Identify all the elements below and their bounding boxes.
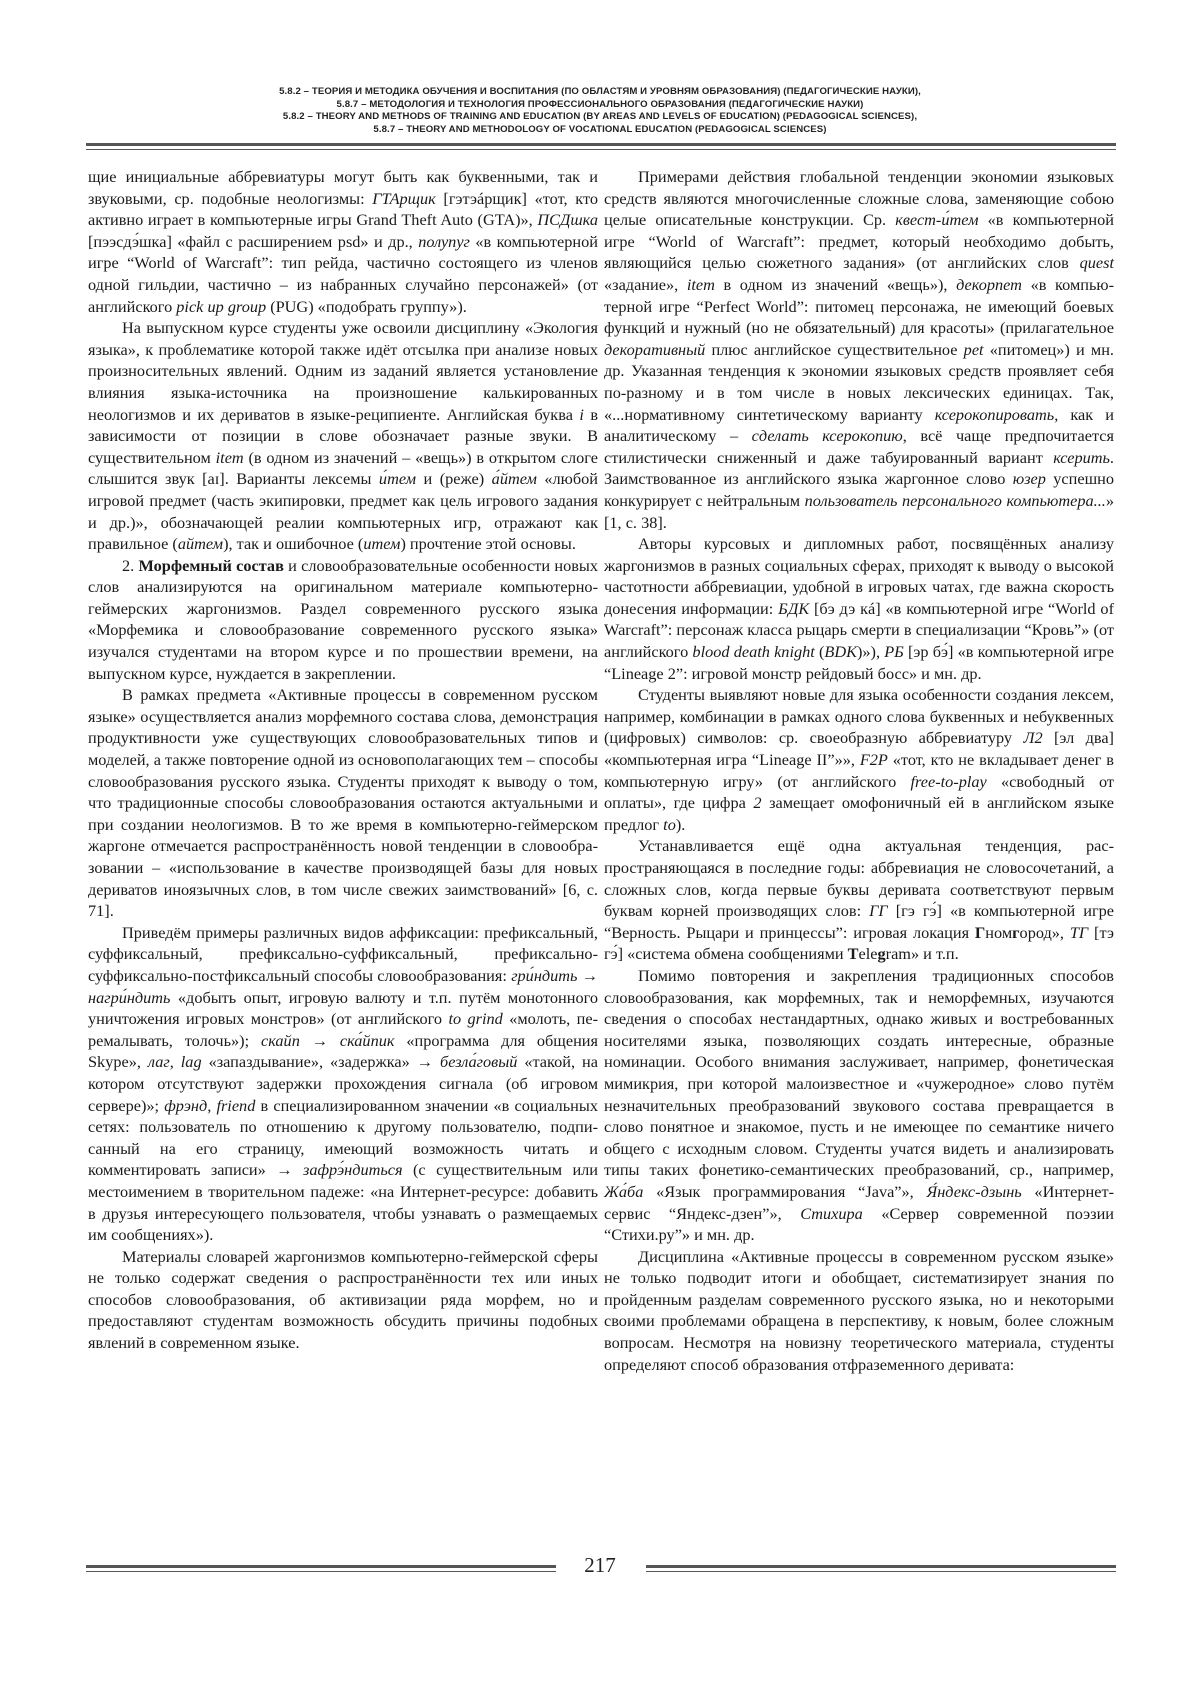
italic-term: БДК xyxy=(778,598,810,618)
text-run: ( xyxy=(814,642,825,662)
text-run: в одном из значений «вещь»), xyxy=(714,274,957,294)
paragraph xyxy=(604,835,1114,965)
bold-term: г xyxy=(1012,922,1020,942)
italic-term: BDK xyxy=(824,642,857,662)
text-run: в зависимости от позиции в слове обозначает разные звуки. В существительном xyxy=(88,404,599,467)
text-run: На выпускном курсе студенты уже освоили дисциплину «Экология языка», к проблематике которой также идёт отсылка при анализе новых произносительных явлений. Одним из заданий является установление влияния языка-источника на произношение калькированных неологизмов и их дериватов в языке-реципиенте. Английская буква xyxy=(88,318,598,424)
paragraph xyxy=(604,166,1114,533)
text-run: Помимо повторения и закрепления традиционных способов словообразования, как морфемных, так и неморфемных, изучаются сведения о способах нестандартных, однако живых и востребованных носителями языка, позволяющих создать интересные, образные номинации. Особого внимания заслуживает, например, фонетическая мимикрия, при которой малоизвестное и «чужеродное» слово путём незначительных преобразований звукового состава превращается в слово понятное и знакомое, пусть и не имеющее по семантике ничего общего с исходным словом. Студенты учатся видеть и анализировать типы таких фонетико-семантических преобразований, ср., например, xyxy=(604,965,1114,1180)
text-run: [бэ дэ кá] «в компьютерной игре “World of Warcraft”: персонаж класса рыцарь смерти в специализации “Кровь”» (от английского xyxy=(604,598,1114,662)
text-run: и (реже) xyxy=(416,469,492,489)
text-run: Студенты выявляют новые для языка особенности создания лексем, например, комбинации в рамках одного слова буквенных и небуквенных (цифровых) символов: ср. своеобразную аббревиатуру xyxy=(604,685,1114,748)
bold-term: T xyxy=(847,944,859,964)
footer-rule-right-thin xyxy=(646,1571,1116,1572)
text-run: «Язык программирования “Java”», xyxy=(643,1181,927,1201)
italic-term: квест-и́тем xyxy=(895,210,979,230)
italic-term: ПСДшка xyxy=(537,210,598,230)
italic-term: to grind xyxy=(448,1009,503,1029)
italic-term: лаг, lag xyxy=(147,1052,202,1072)
header-line-3: 5.8.2 – THEORY AND METHODS OF TRAINING AND EDUCATION (BY AREAS AND LEVELS OF EDUCATION) (PEDAGOGICAL SCIENCES), xyxy=(282,111,918,123)
header-line-2: 5.8.7 – МЕТОДОЛОГИЯ И ТЕХНОЛОГИЯ ПРОФЕССИОНАЛЬНОГО ОБРАЗОВАНИЯ (ПЕДАГОГИЧЕСКИЕ НАУКИ) xyxy=(336,98,864,110)
text-run: «задание», xyxy=(604,274,687,294)
italic-term: F2P xyxy=(859,750,888,770)
paragraph xyxy=(88,555,598,685)
text-run: , всё чаще предпочитается стилистически сниженный и даже табуированный вариант xyxy=(604,426,1114,467)
text-run: «такой, на котором отсутствуют задержки прохождения сигнала (об игровом сервере)»; xyxy=(88,1052,598,1115)
text-run: (в одном из значений – «вещь») в открытом слоге слышится звук [aɪ]. Варианты лексемы xyxy=(88,447,598,489)
text-run: «свободный от оплаты», где цифра xyxy=(604,771,1114,813)
italic-term: РБ xyxy=(884,642,904,662)
paragraph xyxy=(88,317,598,555)
italic-term: а́йтем xyxy=(491,469,537,489)
italic-term: безла́говый xyxy=(440,1052,518,1072)
text-run: Дисциплина «Активные процессы в современном русском языке» не только подводит итоги и обобщает, систематизирует знания по пройденным разделам современного русского языка, но и некоторыми своими проблемами обращена в перспективу, к новым, более сложным вопросам. Несмотря на новизну теоретического материала, студенты определяют способ образования отфраземенного деривата: xyxy=(604,1246,1114,1374)
running-header xyxy=(85,86,1115,136)
paragraph xyxy=(604,684,1114,835)
page-number: 217 xyxy=(584,1553,616,1577)
italic-term: зафрэ́ндиться xyxy=(302,1160,403,1180)
paragraph xyxy=(604,1246,1114,1376)
text-run: ram» и т.п. xyxy=(885,944,959,964)
text-run: «добыть опыт, игровую валюту и т.п. путём монотонного уничтожения игровых монстров» (от английского xyxy=(88,987,598,1029)
italic-term: скайп → ска́йпик xyxy=(260,1030,395,1050)
italic-term: item xyxy=(686,274,715,294)
text-run: «в компьютерной игре “World of Warcraft”: предмет, который необходимо добыть, являющийся целью сюжетного задания» (от английских слов xyxy=(604,210,1115,273)
italic-term: ксерить xyxy=(1053,447,1110,467)
italic-term: гри́ндить → нагри́ндить xyxy=(88,965,598,1007)
text-run: и словообразовательные особенности новых слов анализируются на оригинальном материале компьютерно-геймерских жаргонизмов. Раздел современного русского языка «Морфемика и словообразование современного русского языка» изучался студентами на втором курсе и по прошествии времени, на выпускном курсе, нуждается в закреплении. xyxy=(88,555,599,683)
footer-rule-right-thick xyxy=(646,1565,1116,1568)
text-run: ). xyxy=(675,814,686,834)
text-run: , как и аналитическому – xyxy=(604,404,1114,446)
text-run: щие инициальные аббревиатуры могут быть как буквенными, так и звуковыми, ср. подобные неологизмы: xyxy=(88,167,598,208)
right-column xyxy=(604,166,1114,1375)
italic-term: pet xyxy=(963,339,984,359)
paragraph xyxy=(88,1246,598,1354)
text-run: . Заимствованное из английского языка жаргонное слово xyxy=(604,447,1114,489)
bold-term: Г xyxy=(974,922,986,942)
text-run: [пээсдэ́шка] «файл с расширением psd» и др., xyxy=(88,231,419,251)
italic-term: item xyxy=(215,447,244,467)
text-run: ), так и ошибочное ( xyxy=(223,534,364,554)
paragraph xyxy=(604,965,1114,1246)
paragraph xyxy=(88,684,598,922)
text-run: (с существительным или местоимением в творительном падеже: «на Интернет-ресурсе: добавить в друзья интересующего пользователя, чтобы узнавать о размещаемых им сообщениях»). xyxy=(88,1160,598,1245)
italic-term: 2 xyxy=(753,793,762,813)
paragraph xyxy=(604,533,1114,684)
text-run: 2. xyxy=(122,555,139,575)
paragraph xyxy=(88,166,598,317)
header-rule-thick xyxy=(86,143,1116,146)
text-run: «любой игровой предмет (часть экипировки, предмет как цель игрового задания и др.)», обозначающей реалии компьютерных игр, отражают как правильное ( xyxy=(88,469,598,554)
italic-term: ГТАрщик xyxy=(372,188,436,208)
text-run: «Интернет-сервис “Яндекс-дзен”», xyxy=(604,1181,1114,1223)
italic-term: сделать ксерокопию xyxy=(751,426,903,446)
text-run: успешно конкурирует с нейтральным xyxy=(604,469,1114,510)
italic-term: фрэнд, friend xyxy=(164,1095,256,1115)
header-line-4: 5.8.7 – THEORY AND METHODOLOGY OF VOCATIONAL EDUCATION (PEDAGOGICAL SCIENCES) xyxy=(373,123,827,135)
text-run: [гэ гэ́] «в компьютерной игре “Верность. Рыцари и принцессы”: игровая локация xyxy=(604,901,1114,942)
italic-term: quest xyxy=(1079,253,1114,273)
italic-term: полупуг xyxy=(418,231,470,251)
text-run: «питомец») и мн. др. Указанная тенденция к экономии языковых средств проявляет себя по-разному и в том числе в новых лексических единицах. Так, «...нормативному синтетическому варианту xyxy=(604,339,1114,424)
bold-term: Морфемный состав xyxy=(138,555,284,575)
text-run: Авторы курсовых и дипломных работ, посвящённых анализу жаргонизмов в разных социальных сферах, приходят к выводу о высокой частотности аббревиации, удобной в игровых чатах, где важна скорость донесения информации: xyxy=(604,534,1114,618)
italic-term: ксерокопировать xyxy=(934,404,1055,424)
text-run: ) прочтение этой основы. xyxy=(400,534,576,554)
italic-term: i xyxy=(579,404,584,424)
italic-term: Л2 xyxy=(1023,728,1043,748)
italic-term: Стихира xyxy=(800,1203,863,1223)
text-run: В рамках предмета «Активные процессы в современном русском языке» осуществляется анализ морфемного состава слова, демонстрация продуктивности уже существующих словообразовательных типов и моделей, а также повторение одной из основополагающих тем – способы словообразования русского языка. Студенты приходят к выводу о том, что традиционные способы словообразования остаются актуальными и при создании неологизмов. В то же время в компьютерно-геймерском жаргоне отмечается распространённость новой тенденции в словообразовании – «использование в качестве производящей базы для новых дериватов иноязычных слов, в том числе свежих заимствований» [6, с. 71]. xyxy=(88,685,598,921)
text-run: )»), xyxy=(856,642,885,662)
italic-term: пользователь персонального компьютера... xyxy=(804,490,1106,510)
italic-term: Я́ндекс-дзынь xyxy=(926,1181,1022,1201)
italic-term: и́тем xyxy=(378,469,417,489)
italic-term: ГГ xyxy=(869,901,888,921)
left-column xyxy=(88,166,598,1354)
text-run: «программа для общения Skype», xyxy=(88,1030,598,1072)
italic-term: free-to-play xyxy=(910,771,987,791)
text-run: «тот, кто не вкладывает денег в компьютерную игру» (от английского xyxy=(604,750,1114,791)
italic-term: айтем xyxy=(177,534,224,554)
italic-term: pick up group xyxy=(176,296,267,316)
text-run: [гэтэáрщик] «тот, кто активно играет в компьютерные игры Grand Theft Auto (GTA)», xyxy=(88,188,598,230)
text-run: «в компьютерной игре “Perfect World”: питомец персонажа, не имеющий боевых функций и нужный (но не обязательный) для красоты» (прилагательное xyxy=(604,274,1114,338)
header-rule-thin xyxy=(86,149,1116,150)
italic-term: итем xyxy=(363,534,401,554)
text-run: » [1, с. 38]. xyxy=(604,490,1114,532)
text-run: [эл два] «компьютерная игра “Lineage II”»», xyxy=(604,728,1114,770)
text-run: Примерами действия глобальной тенденции экономии языковых средств являются многочисленные сложные слова, заменяющие собою целые описательные конструкции. Ср. xyxy=(604,167,1114,230)
text-run: (PUG) «подобрать группу»). xyxy=(266,296,467,316)
text-run: «в компьютерной игре “World of Warcraft”: тип рейда, частично состоящего из членов одной гильдии, частично – из набранных случайно персонажей» (от английского xyxy=(88,231,598,316)
italic-term: декорпет xyxy=(956,274,1022,294)
text-run: «молоть, перемалывать, толочь»); xyxy=(88,1009,598,1050)
italic-term: blood death knight xyxy=(692,642,815,662)
text-run: «Сервер современной поэзии “Стихи.ру”» и мн. др. xyxy=(604,1203,1114,1245)
italic-term: декоративный xyxy=(604,339,706,359)
text-run: ele xyxy=(858,944,878,964)
text-run: [эр бэ́] «в компьютерной игре “Lineage 2”: игровой монстр рейдовый босс» и мн. др. xyxy=(604,642,1114,683)
text-run: Устанавливается ещё одна актуальная тенденция, распространяющаяся в последние годы: аббревиация не словосочетаний, а сложных слов, когда первые буквы деривата соответствуют первым буквам корней производящих слов: xyxy=(604,836,1114,921)
text-run: в специализированном значении «в социальных сетях: пользователь по отношению к другому пользователю, подписанный на его страницу, имеющий возможность читать и комментировать записи» → xyxy=(88,1095,598,1180)
text-run: «запаздывание», «задержка» → xyxy=(201,1052,441,1072)
italic-term: to xyxy=(663,814,676,834)
italic-term: Жа́ба xyxy=(604,1181,644,1201)
text-run: Материалы словарей жаргонизмов компьютерно-геймерской сферы не только содержат сведения о распространённости тех или иных способов словообразования, об активизации ряда морфем, но и предоставляют студентам возможность обсудить причины подобных явлений в современном языке. xyxy=(88,1246,598,1353)
text-run: ород», xyxy=(1019,922,1070,942)
italic-term: юзер xyxy=(1012,469,1046,489)
paragraph xyxy=(88,922,598,1246)
text-run: ном xyxy=(985,922,1013,942)
bold-term: g xyxy=(877,944,886,964)
italic-term: ТГ xyxy=(1069,922,1089,942)
text-run: Приведём примеры различных видов аффиксации: префиксальный, суффиксальный, префиксально-суффиксальный, префиксально-суффиксально-постфиксальный способы словообразования: xyxy=(88,922,598,985)
text-run: замещает омофоничный ей в английском языке предлог xyxy=(604,793,1114,834)
text-run: плюс английское существительное xyxy=(705,339,964,359)
header-line-1: 5.8.2 – ТЕОРИЯ И МЕТОДИКА ОБУЧЕНИЯ И ВОСПИТАНИЯ (ПО ОБЛАСТЯМ И УРОВНЯМ ОБРАЗОВАНИЯ) (ПЕДАГОГИЧЕСКИЕ НАУКИ), xyxy=(279,86,921,97)
text-run: [тэ гэ́] «система обмена сообщениями xyxy=(604,922,1114,964)
